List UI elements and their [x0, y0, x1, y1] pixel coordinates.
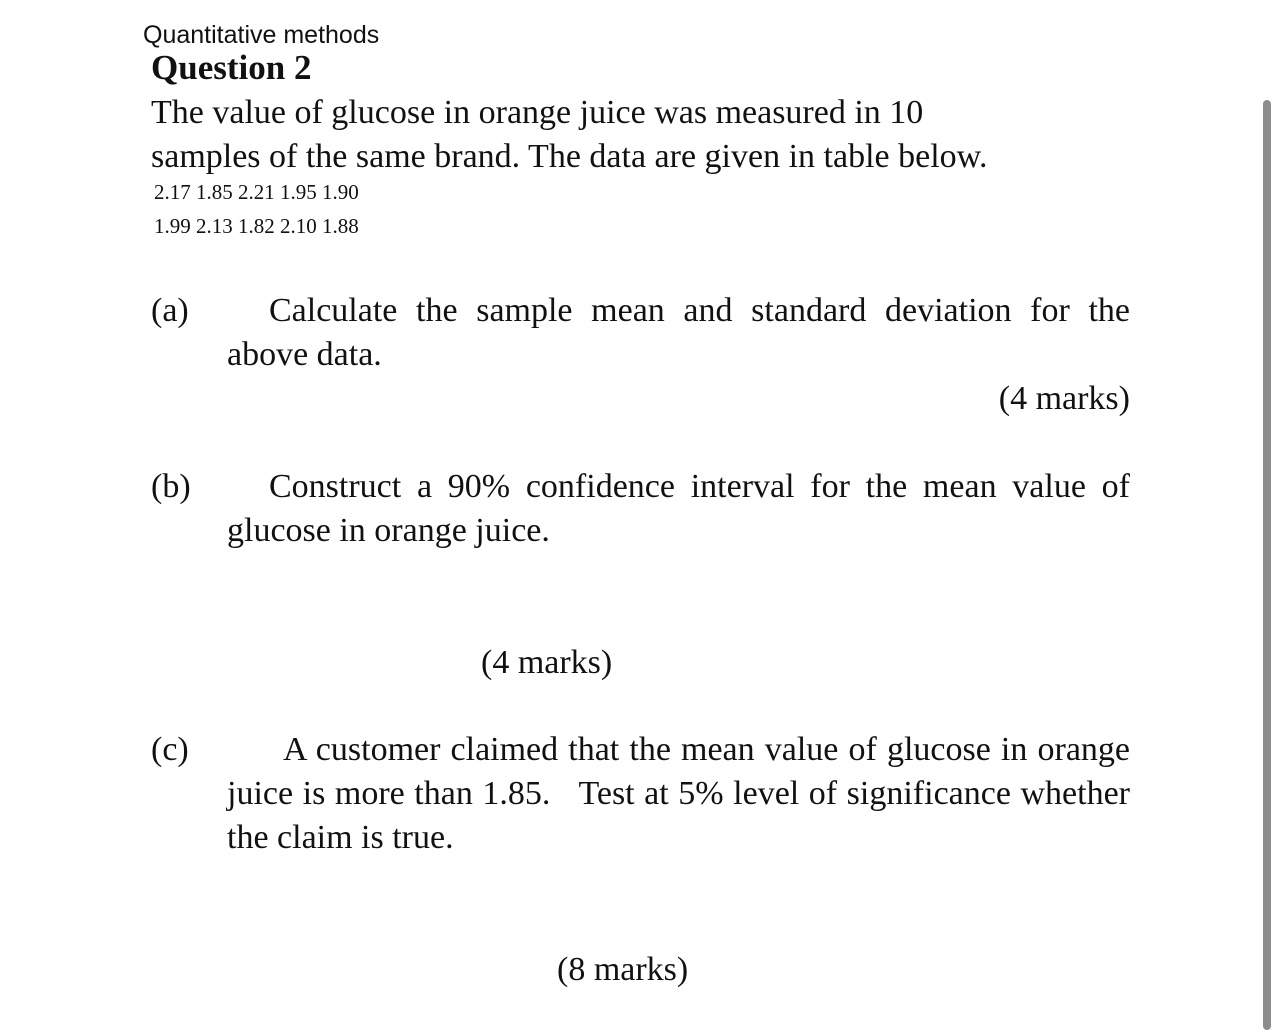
part-a-text-content: Calculate the sample mean and standard deviation for the above data.	[227, 292, 1130, 373]
part-b-label: (b)	[151, 468, 191, 505]
intro-line-2: samples of the same brand. The data are given in table below.	[151, 138, 988, 175]
part-b-text-content: Construct a 90% confidence interval for the mean value of glucose in orange juice.	[227, 468, 1130, 549]
intro-line-1: The value of glucose in orange juice was measured in 10	[151, 94, 924, 131]
part-b-marks: (4 marks)	[481, 644, 613, 681]
data-row-2: 1.99 2.13 1.82 2.10 1.88	[154, 214, 359, 238]
question-intro	[151, 91, 988, 179]
part-c-label: (c)	[151, 731, 189, 768]
part-c-marks: (8 marks)	[557, 951, 689, 988]
part-c-text-content: A customer claimed that the mean value of glucose in orange juice is more than 1.85. Test at 5% level of significance whether the claim is true.	[227, 731, 1139, 856]
vertical-scrollbar[interactable]	[1263, 100, 1271, 1030]
part-c-text	[227, 728, 1139, 860]
subject-heading: Quantitative methods	[143, 21, 380, 49]
data-row-1: 2.17 1.85 2.21 1.95 1.90	[154, 180, 359, 204]
part-a-marks: (4 marks)	[998, 380, 1130, 417]
question-title: Question 2	[151, 48, 312, 87]
part-a-label: (a)	[151, 292, 189, 329]
part-a-text	[227, 289, 1130, 377]
part-b-text	[227, 465, 1130, 553]
